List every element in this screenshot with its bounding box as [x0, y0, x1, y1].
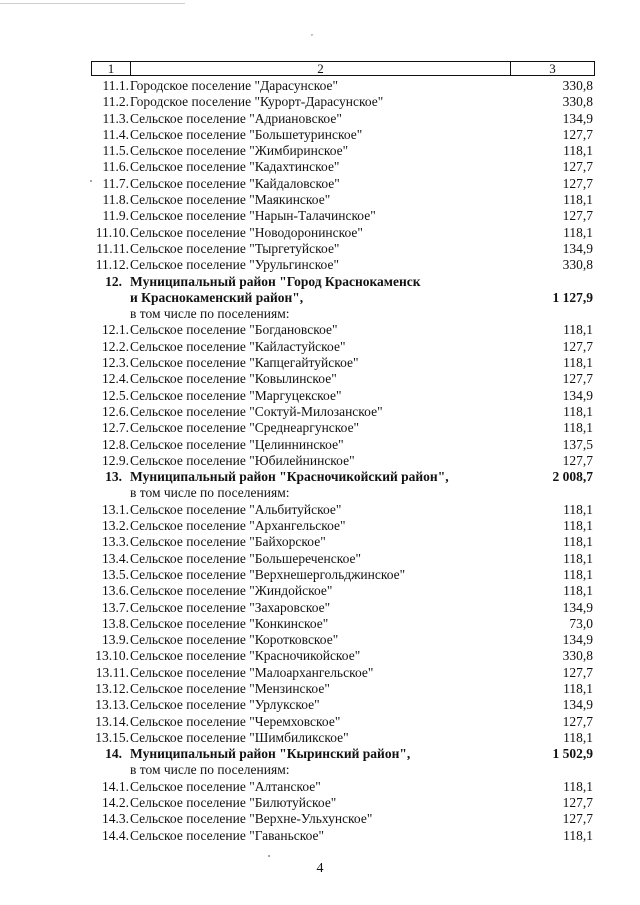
row-number: 11.12. [95, 257, 129, 273]
row-number: 11.4. [102, 126, 129, 142]
row-number: 14.3. [102, 811, 129, 827]
row-number: 12.6. [102, 403, 129, 419]
table-row [91, 192, 595, 208]
table-row [91, 779, 595, 795]
row-name: Сельское поселение "Большереченское" [130, 550, 362, 566]
row-value: 127,7 [562, 811, 593, 827]
row-name: в том числе по поселениям: [130, 306, 290, 322]
table-row [91, 437, 595, 453]
table-row [91, 811, 595, 827]
table-row [91, 632, 595, 648]
row-name: Сельское поселение "Кайдаловское" [130, 175, 340, 191]
row-value: 127,7 [562, 175, 593, 191]
row-number: 13.12. [95, 680, 129, 696]
row-value: 127,7 [562, 664, 593, 680]
row-value: 330,8 [562, 257, 593, 273]
row-value: 118,1 [563, 355, 593, 371]
district-row [91, 290, 595, 306]
row-name: Сельское поселение "Захаровское" [130, 599, 331, 615]
row-number: 13.5. [102, 566, 129, 582]
row-name: Сельское поселение "Шимбиликское" [130, 729, 349, 745]
row-name: Сельское поселение "Байхорское" [130, 534, 326, 550]
row-number: 11.1. [102, 78, 129, 93]
row-name: Сельское поселение "Архангельское" [130, 518, 346, 534]
row-value: 127,7 [562, 126, 593, 142]
table-row [91, 404, 595, 420]
row-number: 13.6. [102, 583, 129, 599]
row-name: Городское поселение "Дарасунское" [130, 78, 339, 93]
row-number: 11.5. [102, 143, 129, 159]
row-number: 12.5. [102, 387, 129, 403]
table-row [91, 665, 595, 681]
row-number: 12.3. [102, 355, 129, 371]
row-value: 2 008,7 [552, 469, 593, 485]
row-number: 11.2. [102, 94, 129, 110]
row-name: Сельское поселение "Верхнешергольджинское" [130, 566, 406, 582]
row-value: 118,1 [563, 778, 593, 794]
row-value: 118,1 [563, 501, 593, 517]
table-body [91, 78, 595, 844]
row-value: 134,9 [562, 697, 593, 713]
row-name: Муниципальный район "Красночикойский район", [130, 469, 449, 485]
district-row [91, 746, 595, 762]
row-value: 118,1 [563, 143, 593, 159]
row-value: 134,9 [562, 387, 593, 403]
row-value: 118,1 [563, 224, 593, 240]
row-value: 127,7 [562, 795, 593, 811]
table-row [91, 111, 595, 127]
row-value: 1 127,9 [552, 289, 593, 305]
table-row [91, 420, 595, 436]
row-name: Сельское поселение "Жимбиринское" [130, 143, 349, 159]
row-value: 127,7 [562, 452, 593, 468]
row-number: 13.9. [102, 632, 129, 648]
row-value: 134,9 [562, 240, 593, 256]
table-row [91, 600, 595, 616]
table-row [91, 714, 595, 730]
table-row [91, 355, 595, 371]
row-name: Сельское поселение "Мензинское" [130, 680, 330, 696]
row-value: 118,1 [563, 583, 593, 599]
table-row [91, 371, 595, 387]
page-number: 4 [316, 861, 324, 876]
table-row [91, 306, 595, 322]
row-value: 118,1 [563, 534, 593, 550]
row-number: 12.8. [102, 436, 129, 452]
row-number: 12.7. [102, 420, 129, 436]
row-number: 13. [105, 469, 122, 485]
table-row [91, 241, 595, 257]
row-name: Сельское поселение "Новодоронинское" [130, 224, 363, 240]
row-number: 11.3. [102, 110, 129, 126]
table-row [91, 583, 595, 599]
table-row [91, 143, 595, 159]
row-name: Сельское поселение "Алтанское" [130, 778, 321, 794]
row-name: Сельское поселение "Нарын-Талачинское" [130, 208, 376, 224]
row-value: 127,7 [562, 371, 593, 387]
row-name: Сельское поселение "Тыргетуйское" [130, 240, 340, 256]
header-col-number: 1 [92, 62, 131, 75]
row-number: 11.6. [102, 159, 129, 175]
row-name: Сельское поселение "Капцегайтуйское" [130, 355, 359, 371]
row-value: 137,5 [562, 436, 593, 452]
table-row [91, 502, 595, 518]
row-value: 118,1 [563, 566, 593, 582]
row-name: Сельское поселение "Маякинское" [130, 192, 331, 208]
row-name: Сельское поселение "Жиндойское" [130, 583, 333, 599]
row-name: Сельское поселение "Среднеаргунское" [130, 420, 360, 436]
row-name: Городское поселение "Курорт-Дарасунское" [130, 94, 384, 110]
table-row [91, 257, 595, 273]
row-number: 11.7. [102, 175, 129, 191]
row-name: Сельское поселение "Юбилейнинское" [130, 452, 355, 468]
row-number: 12.1. [102, 322, 129, 338]
row-value: 118,1 [563, 827, 593, 843]
row-number: 13.7. [102, 599, 129, 615]
table-row [91, 225, 595, 241]
scan-speck [268, 855, 270, 857]
row-number: 11.9. [102, 208, 129, 224]
row-value: 118,1 [563, 680, 593, 696]
table-row [91, 388, 595, 404]
row-value: 118,1 [563, 518, 593, 534]
row-name: Сельское поселение "Маргуцекское" [130, 387, 342, 403]
row-number: 13.13. [95, 697, 129, 713]
table-row [91, 762, 595, 778]
row-number: 13.8. [102, 615, 129, 631]
table-row [91, 176, 595, 192]
table-row [91, 681, 595, 697]
header-col-name: 2 [131, 62, 511, 75]
row-name: Сельское поселение "Верхне-Ульхунское" [130, 811, 373, 827]
row-number: 13.2. [102, 518, 129, 534]
scan-speck: , [311, 28, 313, 37]
row-name: Сельское поселение "Гаваньское" [130, 827, 325, 843]
table-header [91, 61, 595, 76]
table-row [91, 730, 595, 746]
table-row [91, 339, 595, 355]
row-value: 118,1 [563, 403, 593, 419]
row-number: 11.10. [95, 224, 129, 240]
row-value: 118,1 [563, 192, 593, 208]
row-value: 73,0 [569, 615, 593, 631]
table-row [91, 551, 595, 567]
row-number: 12.2. [102, 338, 129, 354]
row-name: Сельское поселение "Малоархангельское" [130, 664, 374, 680]
row-name: Сельское поселение "Кайластуйское" [130, 338, 346, 354]
header-col-value: 3 [549, 61, 556, 76]
table-row [91, 78, 595, 94]
table-row [91, 453, 595, 469]
row-number: 12.9. [102, 452, 129, 468]
row-name: Сельское поселение "Кадахтинское" [130, 159, 340, 175]
table-row [91, 795, 595, 811]
table-row [91, 94, 595, 110]
row-number: 13.1. [102, 501, 129, 517]
row-name: Муниципальный район "Город Краснокаменск [130, 273, 421, 289]
row-value: 127,7 [562, 713, 593, 729]
row-number: 14.4. [102, 827, 129, 843]
table-row [91, 485, 595, 501]
row-value: 127,7 [562, 338, 593, 354]
row-number: 14. [105, 746, 122, 762]
row-name: Сельское поселение "Урлукское" [130, 697, 320, 713]
row-number: 12. [105, 273, 122, 289]
row-number: 14.1. [102, 778, 129, 794]
row-number: 11.8. [102, 192, 129, 208]
scan-artifact-line [0, 3, 185, 4]
row-value: 118,1 [563, 420, 593, 436]
row-name: Сельское поселение "Черемховское" [130, 713, 341, 729]
table-row [91, 648, 595, 664]
row-value: 330,8 [562, 78, 593, 93]
row-name: Сельское поселение "Коротковское" [130, 632, 339, 648]
table-row [91, 518, 595, 534]
district-row [91, 469, 595, 485]
row-name: Сельское поселение "Урульгинское" [130, 257, 339, 273]
row-number: 13.10. [95, 648, 129, 664]
table-row [91, 697, 595, 713]
table-row [91, 127, 595, 143]
row-value: 1 502,9 [552, 746, 593, 762]
row-value: 118,1 [563, 322, 593, 338]
row-value: 330,8 [562, 648, 593, 664]
row-number: 13.3. [102, 534, 129, 550]
row-number: 13.14. [95, 713, 129, 729]
table-row [91, 208, 595, 224]
row-value: 127,7 [562, 208, 593, 224]
row-name: Сельское поселение "Богдановское" [130, 322, 338, 338]
row-name: в том числе по поселениям: [130, 485, 290, 501]
row-value: 134,9 [562, 599, 593, 615]
table-row [91, 616, 595, 632]
row-number: 14.2. [102, 795, 129, 811]
row-number: 12.4. [102, 371, 129, 387]
row-name: Сельское поселение "Конкинское" [130, 615, 329, 631]
row-name: Муниципальный район "Кыринский район", [130, 746, 411, 762]
row-name: Сельское поселение "Соктуй-Милозанское" [130, 403, 383, 419]
row-name: Сельское поселение "Билютуйское" [130, 795, 337, 811]
row-name: Сельское поселение "Ковылинское" [130, 371, 337, 387]
row-value: 127,7 [562, 159, 593, 175]
row-name: Сельское поселение "Адриановское" [130, 110, 342, 126]
row-value: 134,9 [562, 110, 593, 126]
row-value: 330,8 [562, 94, 593, 110]
row-name: Сельское поселение "Целиннинское" [130, 436, 344, 452]
row-name: Сельское поселение "Альбитуйское" [130, 501, 342, 517]
table-row [91, 534, 595, 550]
row-value: 118,1 [563, 729, 593, 745]
district-row [91, 274, 595, 290]
table-row [91, 322, 595, 338]
row-value: 118,1 [563, 550, 593, 566]
row-number: 13.11. [95, 664, 129, 680]
row-number: 13.4. [102, 550, 129, 566]
row-number: 13.15. [95, 729, 129, 745]
row-number: 11.11. [96, 240, 129, 256]
row-name: в том числе по поселениям: [130, 762, 290, 778]
row-name: и Краснокаменский район", [130, 289, 304, 305]
row-name: Сельское поселение "Большетуринское" [130, 126, 363, 142]
row-name: Сельское поселение "Красночикойское" [130, 648, 361, 664]
table-row [91, 567, 595, 583]
table-row [91, 159, 595, 175]
table-row [91, 828, 595, 844]
row-value: 134,9 [562, 632, 593, 648]
